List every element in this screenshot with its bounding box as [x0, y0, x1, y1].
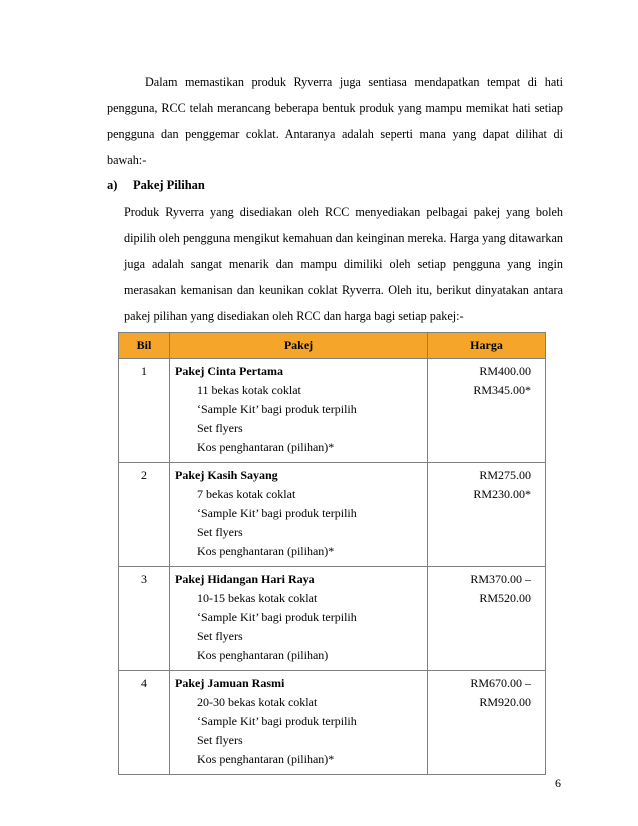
package-item: Set flyers [197, 629, 243, 643]
package-name: Pakej Jamuan Rasmi [175, 676, 285, 690]
header-bil: Bil [119, 333, 170, 359]
header-pakej: Pakej [170, 333, 428, 359]
row-bil: 1 [119, 359, 170, 463]
package-item: Kos penghantaran (pilihan) [197, 648, 329, 662]
section-heading [107, 178, 205, 193]
package-item: ‘Sample Kit’ bagi produk terpilih [197, 714, 357, 728]
package-table [118, 332, 546, 775]
row-package [170, 463, 428, 567]
package-item: 7 bekas kotak coklat [197, 487, 296, 501]
package-name: Pakej Kasih Sayang [175, 468, 278, 482]
package-item: 20-30 bekas kotak coklat [197, 695, 318, 709]
price-line: RM275.00 [479, 468, 531, 482]
price-line: RM920.00 [479, 695, 531, 709]
row-bil: 3 [119, 567, 170, 671]
table-header-row [119, 333, 546, 359]
price-line: RM400.00 [479, 364, 531, 378]
price-line: RM345.00* [473, 383, 531, 397]
row-price [428, 359, 546, 463]
row-price [428, 567, 546, 671]
section-body: Produk Ryverra yang disediakan oleh RCC menyediakan pelbagai pakej yang boleh dipilih oleh pengguna mengikut kemahuan dan keinginan mereka. Harga yang ditawarkan juga adalah sangat menarik dan mampu dimiliki oleh setiap pengguna yang ingin merasakan kemanisan dan keunikan coklat Ryverra. Oleh itu, berikut dinyatakan antara pakej pilihan yang disediakan oleh RCC dan harga bagi setiap pakej:- [124, 205, 563, 323]
page-number: 6 [555, 776, 561, 790]
package-item: ‘Sample Kit’ bagi produk terpilih [197, 506, 357, 520]
package-name: Pakej Hidangan Hari Raya [175, 572, 315, 586]
row-price [428, 463, 546, 567]
row-bil: 2 [119, 463, 170, 567]
package-item: 11 bekas kotak coklat [197, 383, 301, 397]
intro-text: Dalam memastikan produk Ryverra juga sentiasa mendapatkan tempat di hati pengguna, RCC telah merancang beberapa bentuk produk yang mampu memikat hati setiap pengguna dan penggemar coklat. Antaranya adalah seperti mana yang dapat dilihat di bawah:- [107, 75, 563, 167]
price-line: RM230.00* [473, 487, 531, 501]
package-item: Set flyers [197, 421, 243, 435]
intro-paragraph [107, 69, 563, 173]
table-row [119, 671, 546, 775]
section-title: Pakej Pilihan [133, 178, 205, 192]
row-bil: 4 [119, 671, 170, 775]
price-line: RM370.00 – [470, 572, 531, 586]
package-item: Kos penghantaran (pilihan)* [197, 440, 335, 454]
package-item: 10-15 bekas kotak coklat [197, 591, 318, 605]
table-row [119, 463, 546, 567]
price-line: RM670.00 – [470, 676, 531, 690]
package-item: Kos penghantaran (pilihan)* [197, 544, 335, 558]
table-row [119, 567, 546, 671]
row-package [170, 359, 428, 463]
table-row [119, 359, 546, 463]
package-name: Pakej Cinta Pertama [175, 364, 283, 378]
package-item: Set flyers [197, 525, 243, 539]
package-item: ‘Sample Kit’ bagi produk terpilih [197, 610, 357, 624]
section-marker: a) [107, 178, 118, 192]
package-item: Kos penghantaran (pilihan)* [197, 752, 335, 766]
row-package [170, 671, 428, 775]
row-package [170, 567, 428, 671]
row-price [428, 671, 546, 775]
package-item: ‘Sample Kit’ bagi produk terpilih [197, 402, 357, 416]
header-harga: Harga [428, 333, 546, 359]
price-line: RM520.00 [479, 591, 531, 605]
package-item: Set flyers [197, 733, 243, 747]
